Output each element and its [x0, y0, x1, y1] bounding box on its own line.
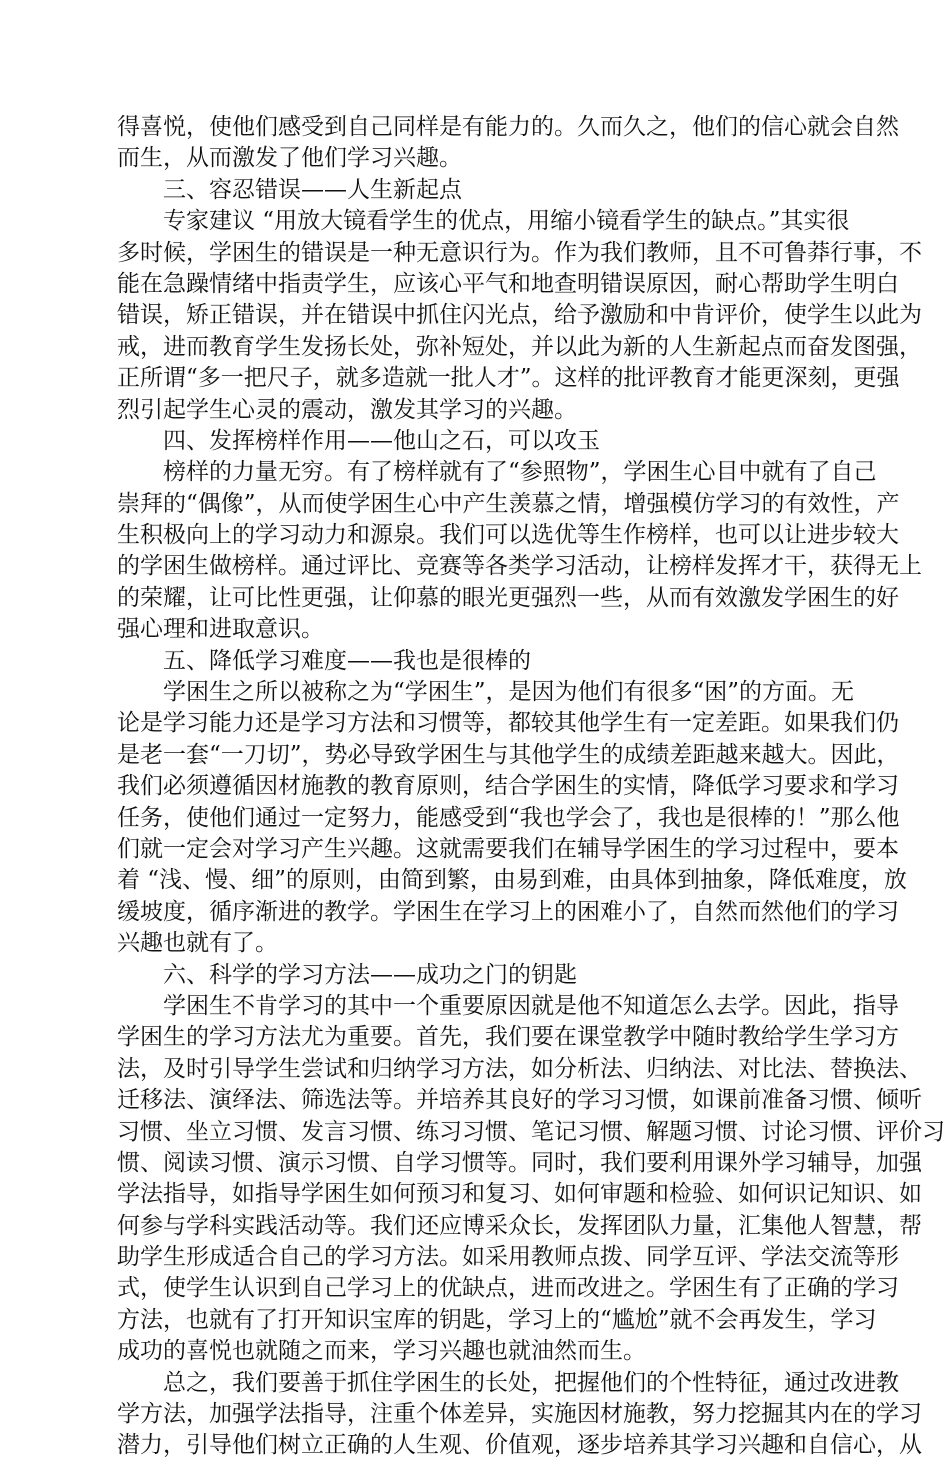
document-body: [117, 112, 945, 1462]
text-line: 而生，从而激发了他们学习兴趣。: [117, 145, 462, 172]
text-line: 是老一套“一刀切”，势必导致学困生与其他学生的成绩差距越来越大。因此，: [117, 741, 900, 768]
text-line: 学困生之所以被称之为“学困生”，是因为他们有很多“困”的方面。无: [163, 679, 855, 706]
text-line: 榜样的力量无穷。有了榜样就有了“参照物”，学困生心目中就有了自己: [163, 459, 877, 486]
text-line: 我们必须遵循因材施教的教育原则，结合学困生的实情，降低学习要求和学习: [117, 773, 899, 800]
text-line: 成功的喜悦也就随之而来，学习兴趣也就油然而生。: [117, 1338, 646, 1365]
text-line: 惯、阅读习惯、演示习惯、自学习惯等。同时，我们要利用课外学习辅导，加强: [117, 1149, 922, 1176]
text-line: 的荣耀，让可比性更强，让仰慕的眼光更强烈一些，从而有效激发学困生的好: [117, 584, 899, 611]
text-line: 着 “浅、慢、细”的原则，由简到繁，由易到难，由具体到抽象，降低难度，放: [117, 867, 907, 894]
text-line: 得喜悦，使他们感受到自己同样是有能力的。久而久之，他们的信心就会自然: [117, 114, 899, 140]
text-line: 论是学习能力还是学习方法和习惯等，都较其他学生有一定差距。如果我们仍: [117, 710, 899, 737]
text-line: 学困生的学习方法尤为重要。首先，我们要在课堂教学中随时教给学生学习方: [117, 1024, 899, 1051]
text-line: 学方法，加强学法指导，注重个体差异，实施因材施教，努力挖掘其内在的学习: [117, 1401, 922, 1428]
text-line: 能在急躁情绪中指责学生，应该心平气和地查明错误原因，耐心帮助学生明白: [117, 270, 899, 297]
text-line: 五、降低学习难度——我也是很棒的: [163, 647, 531, 674]
text-line: 四、发挥榜样作用——他山之石，可以攻玉: [163, 427, 600, 454]
text-line: 助学生形成适合自己的学习方法。如采用教师点拨、同学互评、学法交流等形: [117, 1244, 899, 1271]
text-line: 错误，矫正错误，并在错误中抓住闪光点，给予激励和中肯评价，使学生以此为: [117, 302, 922, 329]
text-line: 法，及时引导学生尝试和归纳学习方法，如分析法、归纳法、对比法、替换法、: [117, 1055, 922, 1082]
text-line: 学法指导，如指导学困生如何预习和复习、如何审题和检验、如何识记知识、如: [117, 1181, 922, 1208]
text-line: 烈引起学生心灵的震动，激发其学习的兴趣。: [117, 396, 577, 423]
text-line: 何参与学科实践活动等。我们还应博采众长，发挥团队力量，汇集他人智慧，帮: [117, 1212, 922, 1239]
text-line: 习惯、坐立习惯、发言习惯、练习习惯、笔记习惯、解题习惯、讨论习惯、评价习: [117, 1118, 945, 1145]
text-line: 们就一定会对学习产生兴趣。这就需要我们在辅导学困生的学习过程中，要本: [117, 835, 899, 862]
text-line: 戒，进而教育学生发扬长处，弥补短处，并以此为新的人生新起点而奋发图强，: [117, 333, 922, 360]
text-line: 生积极向上的学习动力和源泉。我们可以选优等生作榜样，也可以让进步较大: [117, 522, 899, 549]
text-line: 迁移法、演绎法、筛选法等。并培养其良好的学习习惯，如课前准备习惯、倾听: [117, 1087, 922, 1114]
text-line: 总之，我们要善于抓住学困生的长处，把握他们的个性特征，通过改进教: [163, 1369, 899, 1396]
text-line: 专家建议 “用放大镜看学生的优点，用缩小镜看学生的缺点。”其实很: [163, 208, 850, 235]
text-line: 正所谓“多一把尺子，就多造就一批人才”。这样的批评教育才能更深刻，更强: [117, 365, 900, 392]
text-line: 潜力，引导他们树立正确的人生观、价值观，逐步培养其学习兴趣和自信心，从: [117, 1432, 922, 1459]
text-line: 六、科学的学习方法——成功之门的钥匙: [163, 961, 577, 988]
text-line: 强心理和进取意识。: [117, 616, 324, 643]
text-line: 式，使学生认识到自己学习上的优缺点，进而改进之。学困生有了正确的学习: [117, 1275, 899, 1302]
text-line: 崇拜的“偶像”，从而使学困生心中产生羡慕之情，增强模仿学习的有效性，产: [117, 490, 900, 517]
text-line: 三、容忍错误——人生新起点: [163, 176, 462, 203]
text-line: 缓坡度，循序渐进的教学。学困生在学习上的困难小了，自然而然他们的学习: [117, 898, 899, 925]
text-line: 学困生不肯学习的其中一个重要原因就是他不知道怎么去学。因此，指导: [163, 992, 899, 1019]
text-line: 兴趣也就有了。: [117, 930, 278, 957]
text-line: 方法，也就有了打开知识宝库的钥匙，学习上的“尴尬”就不会再发生，学习: [117, 1306, 877, 1333]
text-line: 多时候，学困生的错误是一种无意识行为。作为我们教师，且不可鲁莽行事，不: [117, 239, 922, 266]
text-line: 任务，使他们通过一定努力，能感受到“我也学会了，我也是很棒的！”那么他: [117, 804, 900, 831]
text-line: 的学困生做榜样。通过评比、竞赛等各类学习活动，让榜样发挥才干，获得无上: [117, 553, 922, 580]
